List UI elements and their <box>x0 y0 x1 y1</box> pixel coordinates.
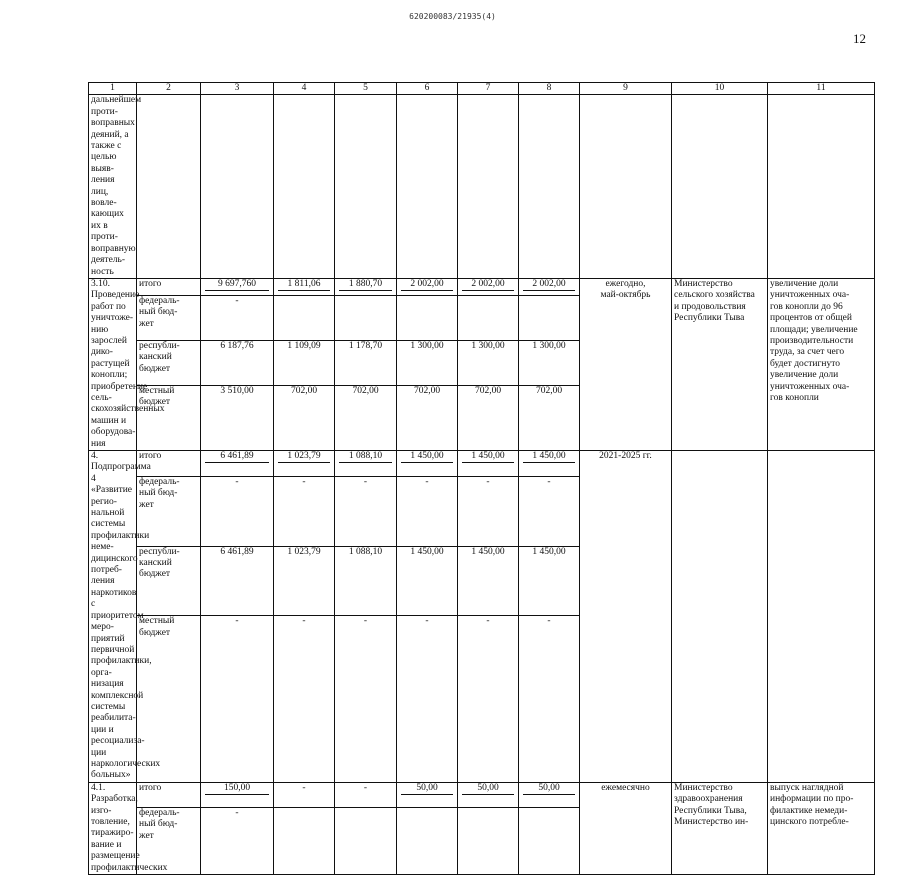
funding-source: итого <box>137 782 201 807</box>
value-cell: - <box>458 616 519 783</box>
executor-cell: Министерство сельского хозяйства и продовольствия Республики Тыва <box>672 278 768 450</box>
table-row <box>89 782 875 807</box>
value-cell <box>397 295 458 340</box>
value-cell: 2 002,00 <box>519 278 580 295</box>
value-cell: 1 450,00 <box>458 546 519 616</box>
header-cell: 10 <box>672 83 768 95</box>
value-cell: 6 187,76 <box>201 340 274 385</box>
value-cell: 1 300,00 <box>519 340 580 385</box>
value-cell: 1 300,00 <box>397 340 458 385</box>
result-cell: увеличение доли уничтоженных оча- гов конопли до 96 процентов от общей площади; увеличение производительности труда, за счет чего будет достигнуто увеличение доли уничтоженных оча- гов конопли <box>768 278 875 450</box>
period-cell: ежегодно, май-октябрь <box>580 278 672 450</box>
funding-source: местный бюджет <box>137 616 201 783</box>
value-cell <box>335 807 397 874</box>
value-cell: - <box>201 476 274 546</box>
executor-cell <box>672 451 768 783</box>
funding-source: федераль- ный бюд- жет <box>137 295 201 340</box>
value-cell: 1 088,10 <box>335 451 397 477</box>
period-cell: ежемесячно <box>580 782 672 874</box>
table-row <box>89 95 875 279</box>
value-cell: 702,00 <box>274 385 335 450</box>
header-cell: 2 <box>137 83 201 95</box>
header-cell: 4 <box>274 83 335 95</box>
value-cell: - <box>335 616 397 783</box>
value-cell: 50,00 <box>519 782 580 807</box>
result-cell <box>768 451 875 783</box>
value-cell: 9 697,760 <box>201 278 274 295</box>
value-cell: 1 300,00 <box>458 340 519 385</box>
header-cell: 9 <box>580 83 672 95</box>
value-cell <box>274 807 335 874</box>
header-cell: 3 <box>201 83 274 95</box>
value-cell: 702,00 <box>519 385 580 450</box>
value-cell: 1 088,10 <box>335 546 397 616</box>
value-cell: - <box>335 476 397 546</box>
table-row <box>89 278 875 295</box>
value-cell: 6 461,89 <box>201 546 274 616</box>
value-cell: 50,00 <box>397 782 458 807</box>
funding-source: республи- канский бюджет <box>137 340 201 385</box>
value-cell <box>335 295 397 340</box>
header-cell: 6 <box>397 83 458 95</box>
value-cell: - <box>274 616 335 783</box>
value-cell: 1 450,00 <box>397 451 458 477</box>
funding-source: федераль- ный бюд- жет <box>137 807 201 874</box>
value-cell: 1 450,00 <box>397 546 458 616</box>
value-cell: 1 811,06 <box>274 278 335 295</box>
value-cell <box>458 295 519 340</box>
activity-cell: 4.1. Разработка, изго- товление, тиражиро- вание и размещение профилактических <box>89 782 137 874</box>
value-cell: - <box>335 782 397 807</box>
header-cell: 8 <box>519 83 580 95</box>
value-cell <box>397 807 458 874</box>
value-cell: - <box>201 807 274 874</box>
value-cell: 2 002,00 <box>397 278 458 295</box>
activity-cell: 3.10. Проведение работ по уничтоже- нию зарослей дико- растущей конопли; приобретение сель- скохозяйственных машин и оборудова- ния <box>89 278 137 450</box>
executor-cell: Министерство здравоохранения Республики Тыва, Министерство ин- <box>672 782 768 874</box>
value-cell: 1 450,00 <box>458 451 519 477</box>
value-cell: 1 023,79 <box>274 451 335 477</box>
value-cell: - <box>201 295 274 340</box>
value-cell: - <box>519 476 580 546</box>
funding-source: итого <box>137 451 201 477</box>
activity-cell: дальнейшем проти- воправных деяний, а также с целью выяв- ления лиц, вовле- кающих их в проти- воправную деятель- ность <box>89 95 137 279</box>
value-cell: - <box>458 476 519 546</box>
value-cell: 702,00 <box>335 385 397 450</box>
value-cell: 1 450,00 <box>519 546 580 616</box>
funding-source: федераль- ный бюд- жет <box>137 476 201 546</box>
value-cell: 150,00 <box>201 782 274 807</box>
value-cell: - <box>274 782 335 807</box>
table-row <box>89 451 875 477</box>
header-cell: 1 <box>89 83 137 95</box>
value-cell: 1 450,00 <box>519 451 580 477</box>
value-cell: - <box>519 616 580 783</box>
funding-source: республи- канский бюджет <box>137 546 201 616</box>
value-cell: - <box>397 476 458 546</box>
period-cell: 2021-2025 гг. <box>580 451 672 783</box>
budget-table <box>88 82 875 875</box>
funding-source: местный бюджет <box>137 385 201 450</box>
value-cell: 1 109,09 <box>274 340 335 385</box>
value-cell: - <box>274 476 335 546</box>
value-cell: 1 880,70 <box>335 278 397 295</box>
header-cell: 5 <box>335 83 397 95</box>
result-cell: выпуск наглядной информации по про- филактике немеди- цинского потребле- <box>768 782 875 874</box>
value-cell: 1 023,79 <box>274 546 335 616</box>
value-cell <box>519 807 580 874</box>
page-number: 12 <box>853 31 866 46</box>
document-id: 620200083/21935(4) <box>409 12 496 21</box>
value-cell: 6 461,89 <box>201 451 274 477</box>
value-cell: 3 510,00 <box>201 385 274 450</box>
value-cell: 702,00 <box>458 385 519 450</box>
value-cell: 50,00 <box>458 782 519 807</box>
value-cell: 2 002,00 <box>458 278 519 295</box>
value-cell: - <box>201 616 274 783</box>
header-cell: 7 <box>458 83 519 95</box>
value-cell <box>458 807 519 874</box>
activity-cell: 4. Подпрограмма 4 «Развитие регио- нальной системы профилактики неме- дицинского потреб- ления наркотиков с приоритетом меро- приятий первичной профилактики, орга- низация комплексной системы реабилита- ции и ресоциализа- ции наркологических больных» <box>89 451 137 783</box>
header-cell: 11 <box>768 83 875 95</box>
value-cell <box>274 295 335 340</box>
value-cell: 1 178,70 <box>335 340 397 385</box>
funding-source: итого <box>137 278 201 295</box>
value-cell: 702,00 <box>397 385 458 450</box>
value-cell <box>519 295 580 340</box>
table-header-row <box>89 83 875 95</box>
value-cell: - <box>397 616 458 783</box>
